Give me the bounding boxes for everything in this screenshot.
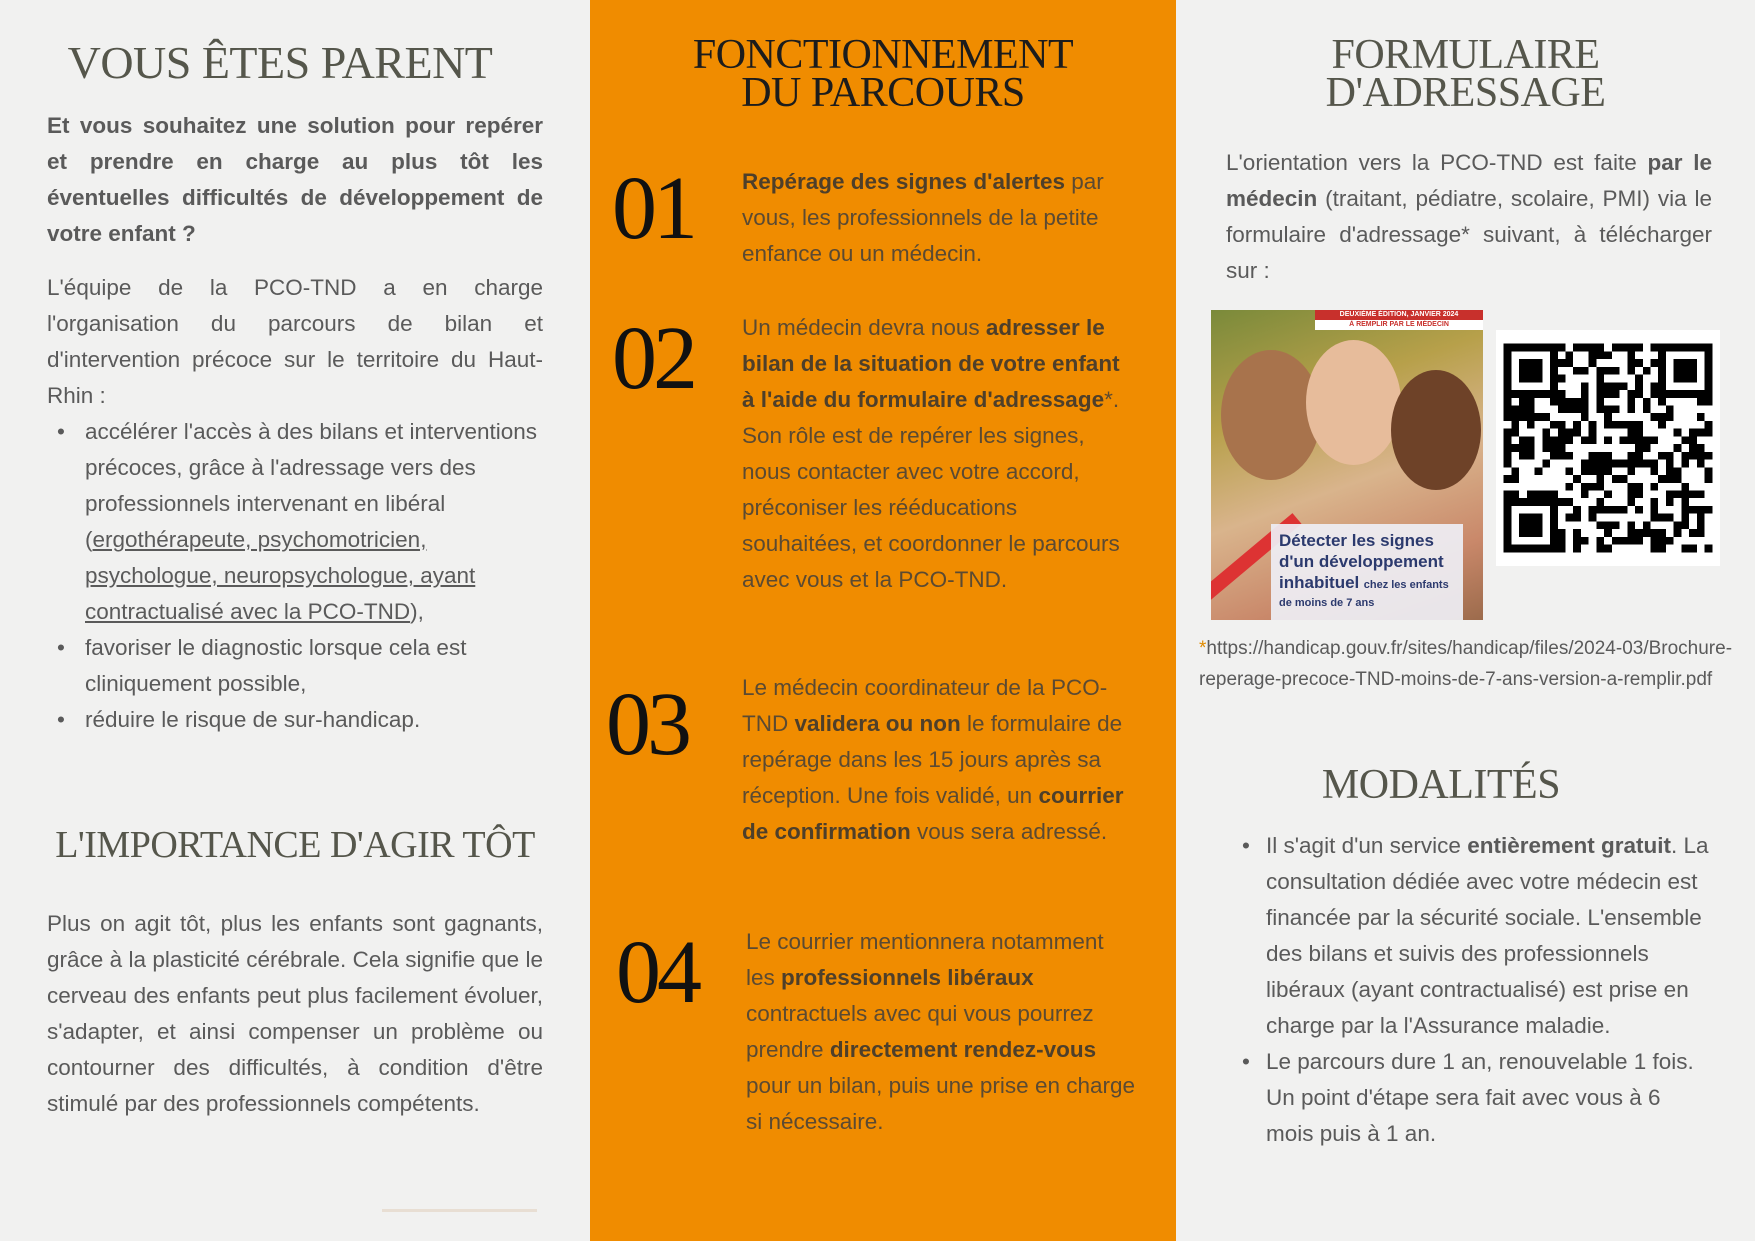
brochure-caption: Détecter les signes d'un développement inhabituel chez les enfants de moins de 7 ans — [1271, 524, 1463, 620]
step-text: Le courrier mentionnera notamment les professionnels libéraux contractuels avec qui vous pourrez prendre directement rendez-vous pour un bilan, puis une prise en charge si nécessaire. — [746, 929, 1136, 1134]
list-item: • accélérer l'accès à des bilans et interventions précoces, grâce à l'adressage vers des professionnels intervenant en libéral (ergothérapeute, psychomotricien, psychologue, neuropsychologue, ayant contractualisé avec la PCO-TND), — [47, 414, 543, 630]
qr-code-icon[interactable] — [1496, 330, 1720, 566]
middle-panel — [590, 0, 1176, 1241]
step-number: 04 — [616, 923, 698, 1022]
step-text: Le médecin coordinateur de la PCO-TND validera ou non le formulaire de repérage dans les 15 jours après sa réception. Une fois validé, un courrier de confirmation vous sera adressé. — [742, 675, 1124, 844]
divider — [382, 1209, 537, 1212]
list-item: • réduire le risque de sur-handicap. — [47, 702, 543, 738]
pco-paragraph: L'équipe de la PCO-TND a en charge l'organisation du parcours de bilan et d'intervention précoce sur le territoire du Haut-Rhin : — [47, 275, 543, 408]
intro-text: Et vous souhaitez une solution pour repérer et prendre en charge au plus tôt les éventuelles difficultés de développement de votre enfant ? — [47, 113, 543, 246]
left-panel — [0, 0, 590, 1241]
step-number: 02 — [612, 309, 694, 408]
section-title-importance: L'IMPORTANCE D'AGIR TÔT — [55, 824, 535, 866]
section-title-modalites: MODALITÉS — [1321, 762, 1561, 808]
step-number: 01 — [612, 159, 694, 258]
right-panel — [1176, 0, 1755, 1241]
list-item: • Il s'agit d'un service entièrement gratuit. La consultation dédiée avec votre médecin est financée par la sécurité sociale. L'ensemble des bilans et suivis des professionnels libéraux (ayant contractualisé) est prise en charge par la l'Assurance maladie. — [1236, 828, 1712, 1044]
professionals-link[interactable]: ergothérapeute, psychomotricien, psychologue, neuropsychologue, ayant contractualisé avec la PCO-TND — [85, 527, 476, 624]
child-face — [1391, 370, 1481, 490]
list-item: • Le parcours dure 1 an, renouvelable 1 fois. Un point d'étape sera fait avec vous à 6 mois puis à 1 an. — [1236, 1044, 1712, 1152]
download-link[interactable]: *https://handicap.gouv.fr/sites/handicap/files/2024-03/Brochure-reperage-precoce-TND-moins-de-7-ans-version-a-remplir.pdf — [1199, 638, 1733, 690]
modalites-list — [1236, 828, 1712, 1152]
brochure-banner: DEUXIÈME ÉDITION, JANVIER 2024 À REMPLIR PAR LE MÉDECIN — [1315, 310, 1483, 330]
child-face — [1306, 340, 1401, 465]
step-text: Un médecin devra nous adresser le bilan de la situation de votre enfant à l'aide du formulaire d'adressage*. Son rôle est de repérer les signes, nous contacter avec votre accord, préconiser les rééducations souhaitées, et coordonner le parcours avec vous et la PCO-TND. — [742, 315, 1120, 592]
section-title-parent: VOUS ÊTES PARENT — [67, 37, 493, 88]
list-item: • favoriser le diagnostic lorsque cela est cliniquement possible, — [47, 630, 543, 702]
step-text: Repérage des signes d'alertes par vous, les professionnels de la petite enfance ou un médecin. — [742, 169, 1104, 266]
section-title-fonctionnement: FONCTIONNEMENT DU PARCOURS — [692, 32, 1074, 116]
step-number: 03 — [606, 675, 688, 774]
objectives-list — [47, 414, 543, 738]
importance-text: Plus on agit tôt, plus les enfants sont gagnants, grâce à la plasticité cérébrale. Cela signifie que le cerveau des enfants peut plus facilement évoluer, s'adapter, et ainsi compenser un problème ou contourner des difficultés, à condition d'être stimulé par des professionnels compétents. — [47, 911, 543, 1116]
section-title-formulaire: FORMULAIRE D'ADRESSAGE — [1325, 32, 1606, 116]
brochure-cover-image — [1211, 310, 1483, 620]
orientation-text: L'orientation vers la PCO-TND est faite par le médecin (traitant, pédiatre, scolaire, PMI) via le formulaire d'adressage* suivant, à télécharger sur : — [1226, 150, 1713, 283]
